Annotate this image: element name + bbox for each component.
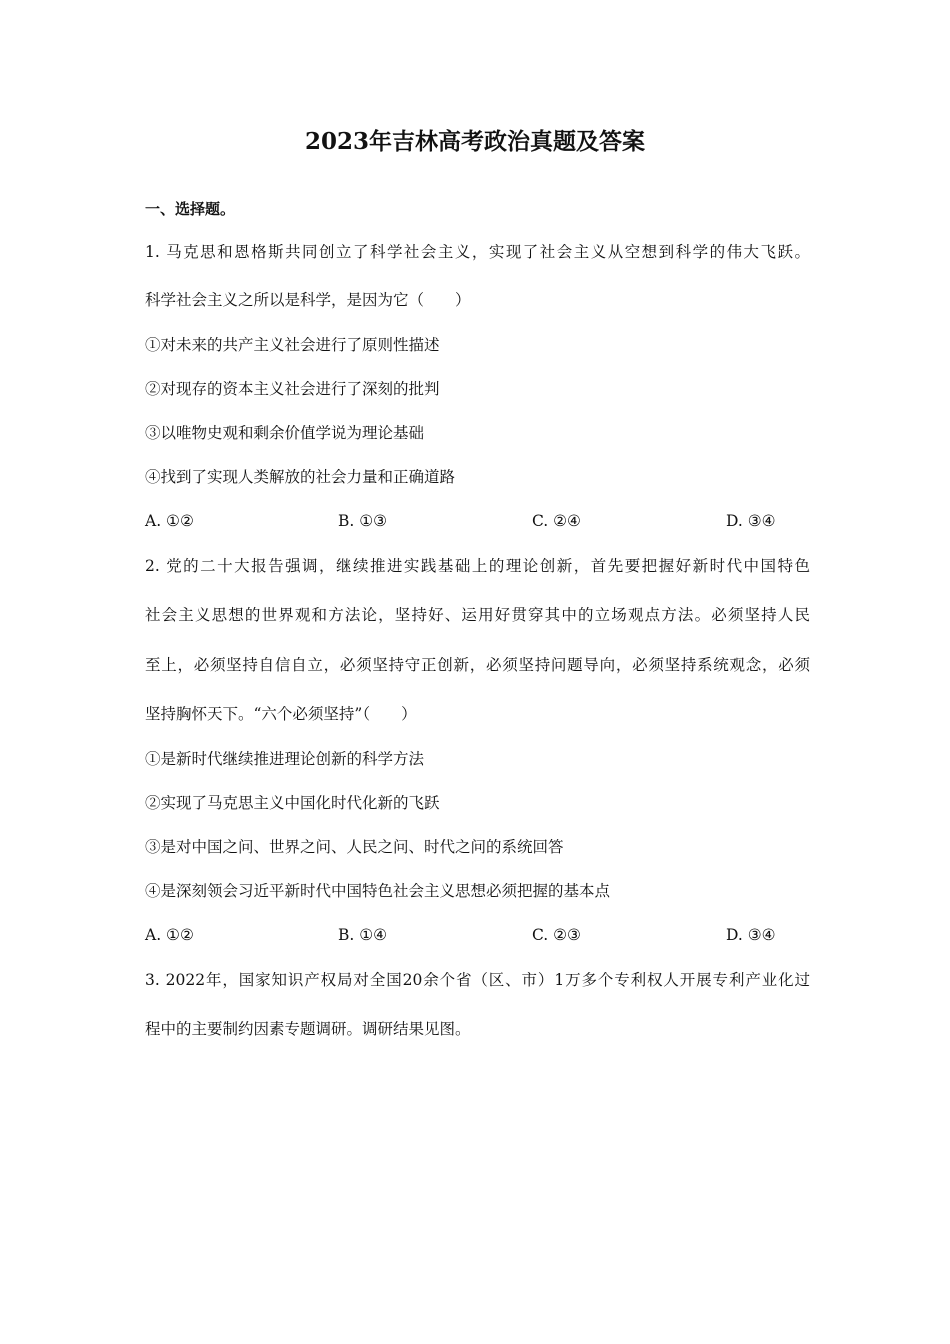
q1-stem-line-2: 科学社会主义之所以是科学，是因为它（ ） — [145, 291, 471, 309]
q2-stem-line-3: 至上，必须坚持自信自立，必须坚持守正创新，必须坚持问题导向，必须坚持系统观念，必须 — [145, 656, 810, 674]
q1-option-a: A. ①② — [145, 512, 194, 530]
q1-statement-2: ②对现存的资本主义社会进行了深刻的批判 — [145, 380, 440, 398]
q1-options — [145, 509, 810, 533]
q3-stem-line-1: 3. 2022年，国家知识产权局对全国20余个省（区、市）1万多个专利权人开展专利产业化过 — [145, 971, 810, 989]
q2-option-a: A. ①② — [145, 926, 194, 944]
q2-statement-3: ③是对中国之问、世界之问、人民之问、时代之问的系统回答 — [145, 838, 564, 856]
page-title: 2023年吉林高考政治真题及答案 — [304, 128, 645, 155]
q2-option-d: D. ③④ — [726, 926, 776, 944]
q2-statement-2: ②实现了马克思主义中国化时代化新的飞跃 — [145, 794, 440, 812]
q2-option-c: C. ②③ — [532, 926, 581, 944]
q1-statement-3: ③以唯物史观和剩余价值学说为理论基础 — [145, 424, 425, 442]
q2-stem-line-2: 社会主义思想的世界观和方法论，坚持好、运用好贯穿其中的立场观点方法。必须坚持人民 — [145, 606, 810, 624]
q1-option-b: B. ①③ — [338, 512, 388, 530]
q2-statement-1: ①是新时代继续推进理论创新的科学方法 — [145, 750, 425, 768]
q1-statement-4: ④找到了实现人类解放的社会力量和正确道路 — [145, 468, 456, 486]
q1-option-d: D. ③④ — [726, 512, 776, 530]
q3-stem-line-2: 程中的主要制约因素专题调研。调研结果见图。 — [145, 1020, 471, 1038]
q2-option-b: B. ①④ — [338, 926, 388, 944]
q2-stem-line-1: 2. 党的二十大报告强调，继续推进实践基础上的理论创新，首先要把握好新时代中国特色 — [145, 557, 810, 575]
q2-stem-line-4: 坚持胸怀天下。“六个必须坚持”（ ） — [145, 705, 417, 723]
q1-stem-line-1: 1. 马克思和恩格斯共同创立了科学社会主义，实现了社会主义从空想到科学的伟大飞跃。 — [145, 243, 810, 261]
q1-statement-1: ①对未来的共产主义社会进行了原则性描述 — [145, 336, 440, 354]
q2-statement-4: ④是深刻领会习近平新时代中国特色社会主义思想必须把握的基本点 — [145, 882, 611, 900]
q1-option-c: C. ②④ — [532, 512, 581, 530]
q2-options — [145, 923, 810, 947]
section-heading: 一、选择题。 — [145, 200, 236, 218]
